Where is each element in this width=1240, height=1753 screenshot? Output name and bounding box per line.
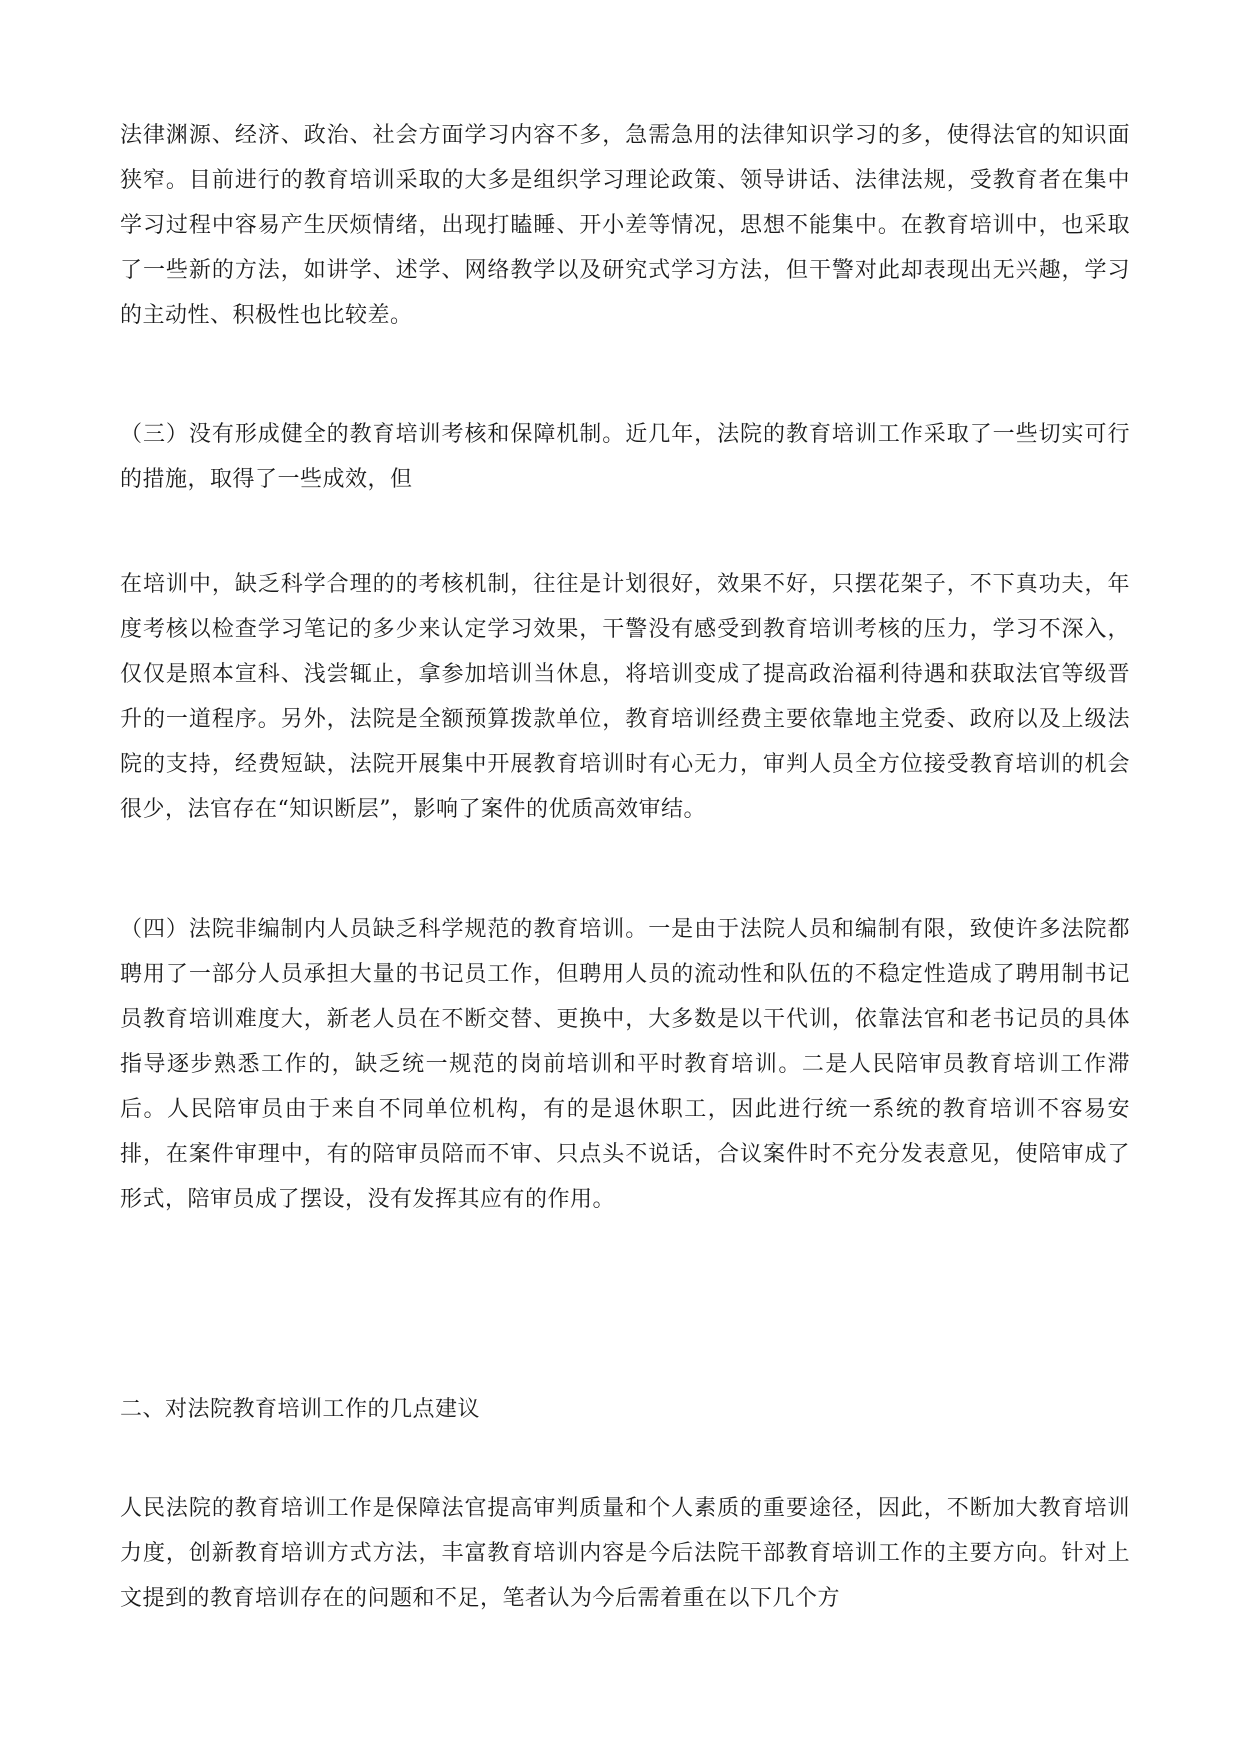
section-heading-suggestions: 二、对法院教育培训工作的几点建议 (120, 1397, 481, 1422)
paragraph-learning-content: 法律渊源、经济、政治、社会方面学习内容不多，急需急用的法律知识学习的多，使得法官的知识面狭窄。目前进行的教育培训采取的大多是组织学习理论政策、领导讲话、法律法规，受教育者在集中学习过程中容易产生厌烦情绪，出现打瞌睡、开小差等情况，思想不能集中。在教育培训中，也采取了一些新的方法，如讲学、述学、网络教学以及研究式学习方法，但干警对此却表现出无兴趣，学习的主动性、积极性也比较差。 (120, 123, 1130, 328)
paragraph-assessment-mechanism: 在培训中，缺乏科学合理的的考核机制，往往是计划很好，效果不好，只摆花架子，不下真功夫，年度考核以检查学习笔记的多少来认定学习效果，干警没有感受到教育培训考核的压力，学习不深入，仅仅是照本宣科、浅尝辄止，拿参加培训当休息，将培训变成了提高政治福利待遇和获取法官等级晋升的一道程序。另外，法院是全额预算拨款单位，教育培训经费主要依靠地主党委、政府以及上级法院的支持，经费短缺，法院开展集中开展教育培训时有心无力，审判人员全方位接受教育培训的机会很少，法官存在“知识断层”，影响了案件的优质高效审结。 (120, 572, 1130, 822)
paragraph-section-three: （三）没有形成健全的教育培训考核和保障机制。近几年，法院的教育培训工作采取了一些切实可行的措施，取得了一些成效，但 (120, 422, 1130, 492)
paragraph-suggestions-intro: 人民法院的教育培训工作是保障法官提高审判质量和个人素质的重要途径，因此，不断加大教育培训力度，创新教育培训方式方法，丰富教育培训内容是今后法院干部教育培训工作的主要方向。针对上文提到的教育培训存在的问题和不足，笔者认为今后需着重在以下几个方 (120, 1496, 1130, 1611)
paragraph-section-four: （四）法院非编制内人员缺乏科学规范的教育培训。一是由于法院人员和编制有限，致使许多法院都聘用了一部分人员承担大量的书记员工作，但聘用人员的流动性和队伍的不稳定性造成了聘用制书记员教育培训难度大，新老人员在不断交替、更换中，大多数是以干代训，依靠法官和老书记员的具体指导逐步熟悉工作的，缺乏统一规范的岗前培训和平时教育培训。二是人民陪审员教育培训工作滞后。人民陪审员由于来自不同单位机构，有的是退休职工，因此进行统一系统的教育培训不容易安排，在案件审理中，有的陪审员陪而不审、只点头不说话，合议案件时不充分发表意见，使陪审成了形式，陪审员成了摆设，没有发挥其应有的作用。 (120, 917, 1130, 1212)
